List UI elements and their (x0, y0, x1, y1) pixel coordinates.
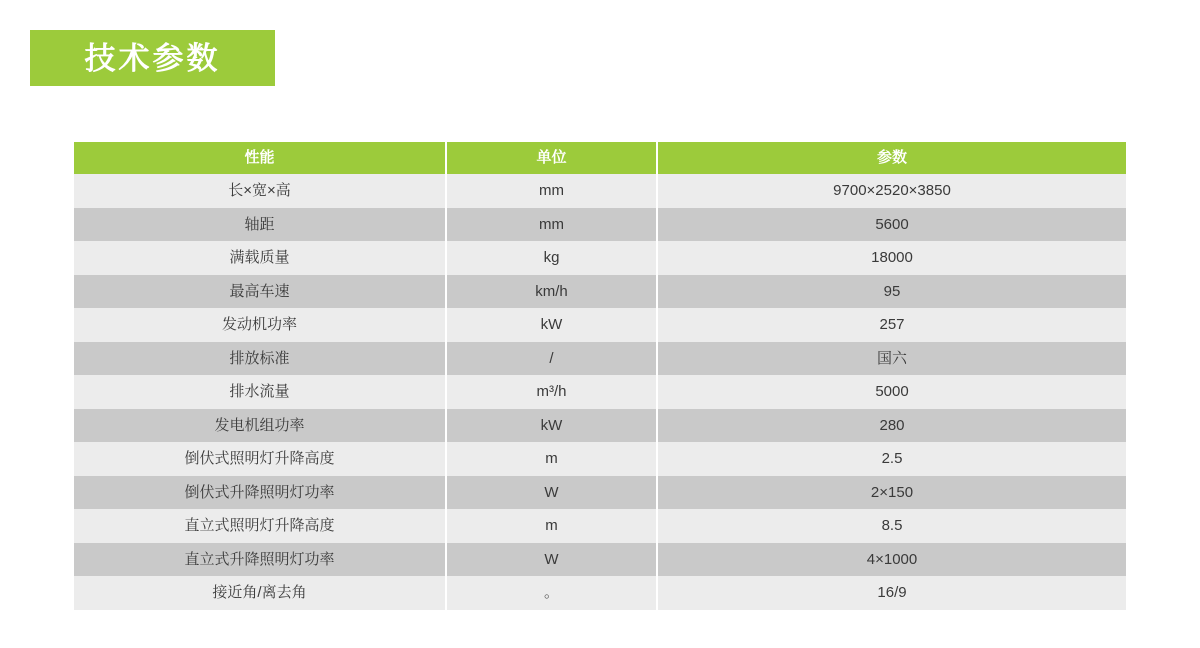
table-row (74, 208, 1126, 242)
cell-value: 国六 (657, 342, 1126, 376)
cell-performance: 最高车速 (74, 275, 446, 309)
table-header-row (74, 142, 1126, 174)
cell-unit: kg (446, 241, 657, 275)
cell-performance: 轴距 (74, 208, 446, 242)
cell-unit: mm (446, 208, 657, 242)
cell-performance: 排水流量 (74, 375, 446, 409)
cell-unit: 。 (446, 576, 657, 610)
cell-value: 95 (657, 275, 1126, 309)
cell-performance: 倒伏式升降照明灯功率 (74, 476, 446, 510)
cell-unit: W (446, 476, 657, 510)
table-row (74, 241, 1126, 275)
cell-performance: 排放标准 (74, 342, 446, 376)
table-header (74, 142, 1126, 174)
cell-value: 5600 (657, 208, 1126, 242)
table-row (74, 543, 1126, 577)
cell-performance: 发动机功率 (74, 308, 446, 342)
cell-unit: kW (446, 409, 657, 443)
cell-performance: 接近角/离去角 (74, 576, 446, 610)
cell-value: 257 (657, 308, 1126, 342)
cell-performance: 倒伏式照明灯升降高度 (74, 442, 446, 476)
cell-value: 16/9 (657, 576, 1126, 610)
table-row (74, 409, 1126, 443)
table-row (74, 576, 1126, 610)
cell-unit: m³/h (446, 375, 657, 409)
table-row (74, 275, 1126, 309)
page-title-banner (30, 30, 275, 86)
cell-unit: mm (446, 174, 657, 208)
table-row (74, 308, 1126, 342)
cell-performance: 长×宽×高 (74, 174, 446, 208)
cell-performance: 直立式照明灯升降高度 (74, 509, 446, 543)
cell-performance: 直立式升降照明灯功率 (74, 543, 446, 577)
cell-value: 280 (657, 409, 1126, 443)
cell-value: 9700×2520×3850 (657, 174, 1126, 208)
table-body (74, 174, 1126, 610)
table-row (74, 342, 1126, 376)
table-row (74, 509, 1126, 543)
column-header-parameter: 参数 (657, 142, 1126, 174)
cell-unit: kW (446, 308, 657, 342)
page-title: 技术参数 (84, 40, 221, 76)
cell-performance: 满载质量 (74, 241, 446, 275)
cell-value: 5000 (657, 375, 1126, 409)
cell-value: 2×150 (657, 476, 1126, 510)
cell-unit: / (446, 342, 657, 376)
cell-value: 2.5 (657, 442, 1126, 476)
cell-unit: m (446, 442, 657, 476)
table-row (74, 174, 1126, 208)
cell-value: 4×1000 (657, 543, 1126, 577)
column-header-performance: 性能 (74, 142, 446, 174)
table-row (74, 375, 1126, 409)
cell-unit: km/h (446, 275, 657, 309)
cell-unit: m (446, 509, 657, 543)
cell-value: 8.5 (657, 509, 1126, 543)
technical-parameters-table (74, 142, 1126, 610)
cell-unit: W (446, 543, 657, 577)
cell-value: 18000 (657, 241, 1126, 275)
cell-performance: 发电机组功率 (74, 409, 446, 443)
column-header-unit: 单位 (446, 142, 657, 174)
table-row (74, 476, 1126, 510)
table-row (74, 442, 1126, 476)
